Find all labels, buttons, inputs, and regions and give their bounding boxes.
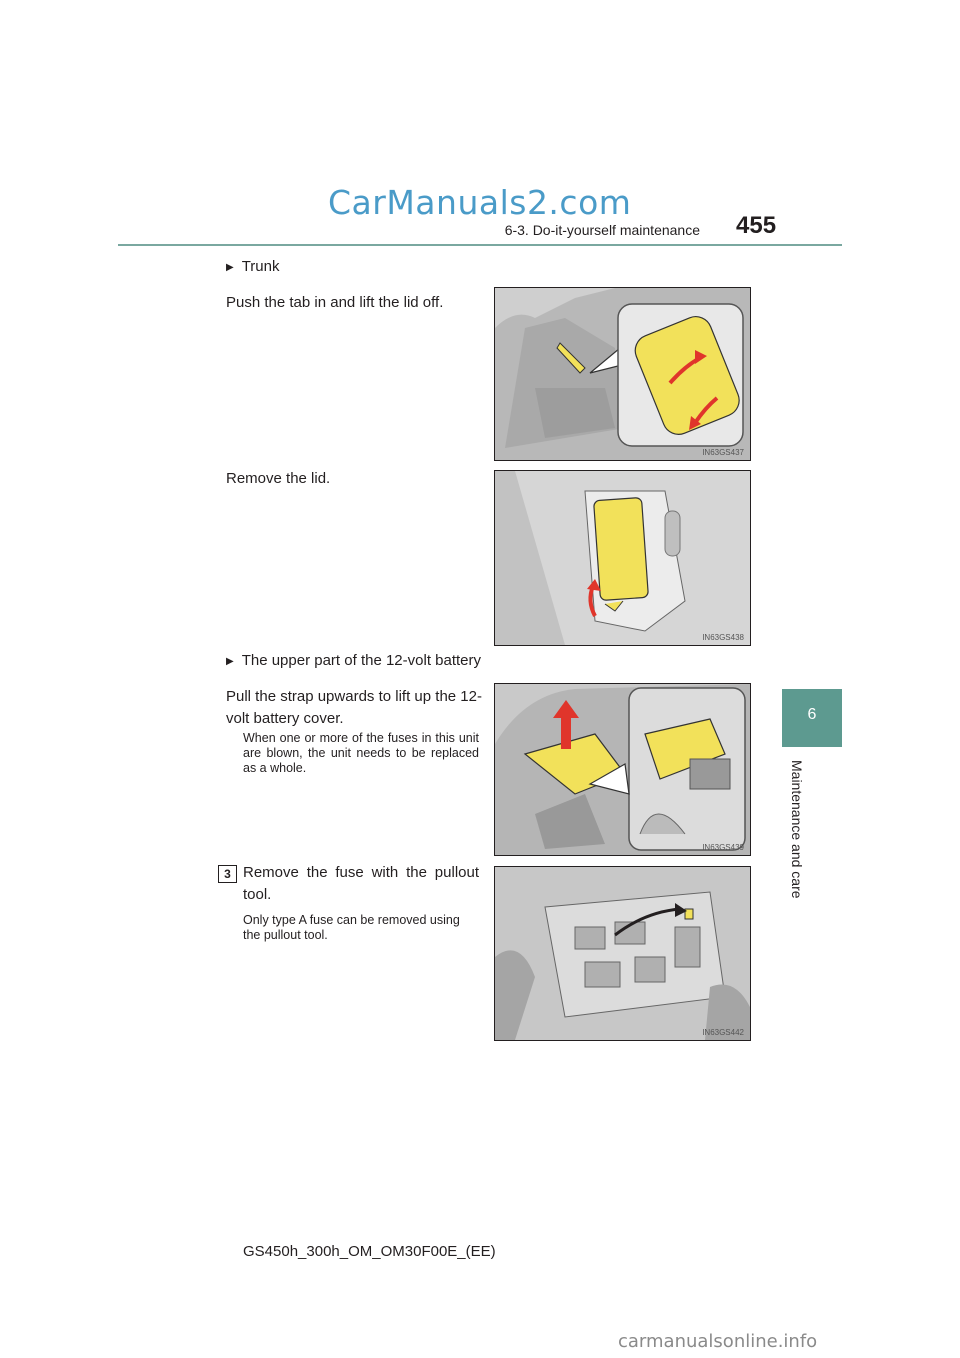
watermark-logo: CarManuals2.com (328, 183, 632, 222)
trunk-heading-label: Trunk (241, 258, 280, 275)
battery-heading-label: The upper part of the 12-volt battery (241, 652, 482, 669)
chapter-tab (782, 689, 842, 747)
illustration-trunk-tab (494, 287, 751, 461)
remove-fuse-instruction: Remove the fuse with the pullout tool. (243, 864, 479, 903)
footer-model-code: GS450h_300h_OM_OM30F00E_(EE) (243, 1243, 496, 1260)
illustration-id: IN63GS439 (702, 843, 744, 852)
remove-lid-instruction: Remove the lid. (226, 470, 331, 487)
header-divider (118, 244, 842, 246)
illustration-battery-cover (494, 683, 751, 856)
section-title: 6-3. Do-it-yourself maintenance (504, 222, 700, 238)
illustration-fuse-pullout (494, 866, 751, 1041)
chapter-number: 6 (807, 706, 817, 723)
illustration-remove-lid (494, 470, 751, 646)
trunk-heading (226, 258, 280, 275)
pull-strap-line-1: Pull the strap upwards to lift up the 12- (226, 688, 482, 705)
illustration-id: IN63GS442 (702, 1028, 744, 1037)
pullout-tool-note: Only type A fuse can be removed using the pullout tool. (243, 913, 460, 942)
step-number-badge: 3 (218, 865, 237, 883)
bullet-triangle-icon: ▶ (226, 262, 234, 273)
page-number: 455 (736, 212, 777, 239)
illustration-id: IN63GS437 (702, 448, 744, 457)
chapter-title: Maintenance and care (789, 760, 805, 899)
push-tab-instruction: Push the tab in and lift the lid off. (226, 294, 444, 311)
pull-strap-line-2: volt battery cover. (226, 710, 344, 727)
bullet-triangle-icon: ▶ (226, 656, 234, 667)
battery-heading (226, 652, 481, 669)
fuse-unit-note: When one or more of the fuses in this unit are blown, the unit needs to be replaced as a whole. (243, 731, 479, 775)
footer-watermark: carmanualsonline.info (618, 1331, 818, 1352)
pull-strap-instruction (226, 686, 488, 730)
illustration-id: IN63GS438 (702, 633, 744, 642)
